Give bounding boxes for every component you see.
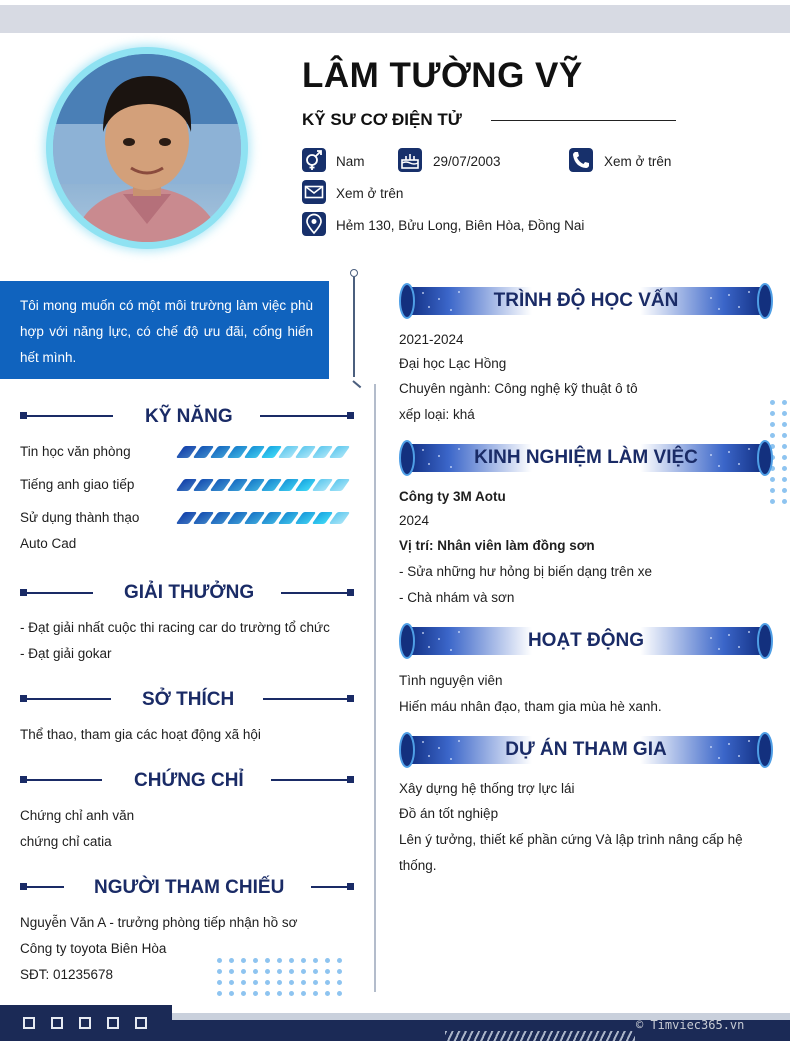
skill-bar <box>180 446 346 458</box>
decor-dot <box>253 980 258 985</box>
decor-dot <box>277 958 282 963</box>
decor-dot <box>277 980 282 985</box>
decor-dot <box>770 422 775 427</box>
skill-name: Tin học văn phòng <box>20 444 131 459</box>
decor-dot <box>782 400 787 405</box>
decor-dot <box>241 980 246 985</box>
experience-banner <box>399 440 773 476</box>
decor-dot <box>301 980 306 985</box>
decor-dot <box>241 991 246 996</box>
avatar-portrait <box>53 54 241 242</box>
decor-dot <box>770 488 775 493</box>
certificates-title: CHỨNG CHỈ <box>134 770 244 791</box>
footer-square <box>135 1017 147 1029</box>
decor-dot <box>301 969 306 974</box>
decor-dot <box>337 958 342 963</box>
decor-dot <box>770 433 775 438</box>
project-detail: thống. <box>399 858 437 873</box>
email-text: Xem ở trên <box>336 186 404 201</box>
education-title: TRÌNH ĐỘ HỌC VẤN <box>493 290 679 311</box>
avatar-ring <box>46 47 248 249</box>
gender-text: Nam <box>336 154 365 169</box>
project-item: Xây dựng hệ thống trợ lực lái <box>399 781 575 796</box>
decor-dot <box>770 477 775 482</box>
avatar <box>53 54 241 242</box>
birthday-text: 29/07/2003 <box>433 154 501 169</box>
rule-dot <box>347 883 354 890</box>
activities-title: HOẠT ĐỘNG <box>527 630 645 651</box>
rule-line <box>263 698 348 700</box>
education-school: Đại học Lạc Hồng <box>399 356 507 371</box>
birthday-cake-icon <box>398 148 422 172</box>
skill-name: Tiếng anh giao tiếp <box>20 477 135 492</box>
skill-bar-segment <box>329 479 350 491</box>
experience-task: - Chà nhám và sơn <box>399 590 515 605</box>
candidate-name: LÂM TƯỜNG VỸ <box>302 56 583 95</box>
award-item: - Đạt giải gokar <box>20 646 112 661</box>
page-edge <box>790 0 800 1041</box>
decor-dot <box>265 958 270 963</box>
experience-year: 2024 <box>399 513 430 528</box>
skill-bar-segment <box>329 512 350 524</box>
decor-dot <box>325 958 330 963</box>
skill-bar <box>180 512 346 524</box>
career-objective: Tôi mong muốn có một môi trường làm việc phù hợp với năng lực, có chế độ ưu đãi, cống hiến hết mình. <box>0 281 329 379</box>
decor-dot <box>229 980 234 985</box>
rule-dot <box>347 695 354 702</box>
rule-line <box>311 886 348 888</box>
decor-dot <box>277 969 282 974</box>
rule-dot <box>347 776 354 783</box>
position-title: KỸ SƯ CƠ ĐIỆN TỬ <box>302 110 462 129</box>
projects-title: DỰ ÁN THAM GIA <box>505 739 667 760</box>
rule-line <box>26 592 93 594</box>
decor-dot <box>313 969 318 974</box>
decor-dot <box>782 499 787 504</box>
skill-bar-segment <box>329 446 350 458</box>
decor-dot <box>265 991 270 996</box>
activity-item: Hiến máu nhân đạo, tham gia mùa hè xanh. <box>399 699 662 714</box>
connector-bend <box>352 380 361 388</box>
hobbies-text: Thể thao, tham gia các hoạt động xã hội <box>20 727 261 742</box>
decor-dot <box>782 444 787 449</box>
references-title: NGƯỜI THAM CHIẾU <box>94 877 285 898</box>
watermark: © Timviec365.vn <box>636 1018 745 1032</box>
footer-square <box>79 1017 91 1029</box>
address-text: Hẻm 130, Bửu Long, Biên Hòa, Đồng Nai <box>336 218 585 233</box>
phone-icon <box>569 148 593 172</box>
footer-stripes <box>445 1031 635 1041</box>
decor-dot <box>241 969 246 974</box>
dot-grid-bottom <box>217 958 342 996</box>
decor-dot <box>229 991 234 996</box>
column-divider <box>374 384 376 992</box>
decor-dot <box>782 433 787 438</box>
decor-dot <box>253 958 258 963</box>
decor-dot <box>782 422 787 427</box>
position-underline <box>491 120 676 121</box>
certificate-item: chứng chỉ catia <box>20 834 112 849</box>
education-banner <box>399 283 773 319</box>
decor-dot <box>277 991 282 996</box>
projects-banner <box>399 732 773 768</box>
skill-name-cont: Auto Cad <box>20 536 77 551</box>
decor-dot <box>782 477 787 482</box>
decor-dot <box>289 980 294 985</box>
location-pin-icon <box>302 212 326 236</box>
experience-title: KINH NGHIỆM LÀM VIỆC <box>474 447 698 468</box>
reference-item: SĐT: 01235678 <box>20 967 114 982</box>
project-item: Đồ án tốt nghiệp <box>399 806 499 821</box>
phone-text: Xem ở trên <box>604 154 672 169</box>
decor-dot <box>289 969 294 974</box>
decor-dot <box>217 980 222 985</box>
decor-dot <box>301 958 306 963</box>
rule-line <box>271 779 348 781</box>
rule-line <box>281 592 348 594</box>
connector-dot <box>350 269 358 277</box>
footer-square <box>51 1017 63 1029</box>
rule-line <box>26 779 102 781</box>
decor-dot <box>229 969 234 974</box>
header-band <box>0 5 790 33</box>
decor-dot <box>325 980 330 985</box>
reference-item: Công ty toyota Biên Hòa <box>20 941 167 956</box>
rule-dot <box>347 589 354 596</box>
decor-dot <box>301 991 306 996</box>
decor-dot <box>782 455 787 460</box>
decor-dot <box>325 991 330 996</box>
experience-task: - Sửa những hư hỏng bị biến dạng trên xe <box>399 564 653 579</box>
connector-line <box>353 277 355 377</box>
decor-dot <box>770 411 775 416</box>
decor-dot <box>229 958 234 963</box>
project-detail: Lên ý tưởng, thiết kế phần cứng Và lập trình nâng cấp hệ <box>399 832 743 847</box>
award-item: - Đạt giải nhất cuộc thi racing car do trường tổ chức <box>20 620 330 635</box>
decor-dot <box>313 958 318 963</box>
decor-dot <box>217 991 222 996</box>
experience-role: Vị trí: Nhân viên làm đồng sơn <box>399 538 595 553</box>
skill-name: Sử dụng thành thạo <box>20 510 140 525</box>
decor-dot <box>241 958 246 963</box>
rule-dot <box>347 412 354 419</box>
decor-dot <box>337 980 342 985</box>
decor-dot <box>289 958 294 963</box>
education-period: 2021-2024 <box>399 332 464 347</box>
footer-square <box>23 1017 35 1029</box>
decor-dot <box>265 980 270 985</box>
decor-dot <box>253 969 258 974</box>
hobbies-title: SỞ THÍCH <box>142 689 235 710</box>
decor-dot <box>325 969 330 974</box>
reference-item: Nguyễn Văn A - trưởng phòng tiếp nhận hồ sơ <box>20 915 298 930</box>
gender-icon <box>302 148 326 172</box>
decor-dot <box>782 488 787 493</box>
decor-dot <box>253 991 258 996</box>
education-major: Chuyên ngành: Công nghệ kỹ thuật ô tô <box>399 381 638 396</box>
experience-company: Công ty 3M Aotu <box>399 489 506 504</box>
rule-line <box>26 415 113 417</box>
footer-square <box>107 1017 119 1029</box>
decor-dot <box>770 499 775 504</box>
skills-title: KỸ NĂNG <box>145 406 233 427</box>
decor-dot <box>782 411 787 416</box>
skill-bar <box>180 479 346 491</box>
decor-dot <box>289 991 294 996</box>
decor-dot <box>217 958 222 963</box>
decor-dot <box>782 466 787 471</box>
decor-dot <box>265 969 270 974</box>
rule-line <box>26 698 111 700</box>
decor-dot <box>770 400 775 405</box>
education-grade: xếp loại: khá <box>399 407 475 422</box>
email-icon <box>302 180 326 204</box>
certificate-item: Chứng chỉ anh văn <box>20 808 135 823</box>
activities-banner <box>399 623 773 659</box>
decor-dot <box>313 991 318 996</box>
activity-item: Tình nguyện viên <box>399 673 503 688</box>
rule-line <box>260 415 348 417</box>
awards-title: GIẢI THƯỞNG <box>124 582 255 603</box>
decor-dot <box>337 991 342 996</box>
decor-dot <box>337 969 342 974</box>
rule-line <box>26 886 64 888</box>
decor-dot <box>217 969 222 974</box>
decor-dot <box>313 980 318 985</box>
